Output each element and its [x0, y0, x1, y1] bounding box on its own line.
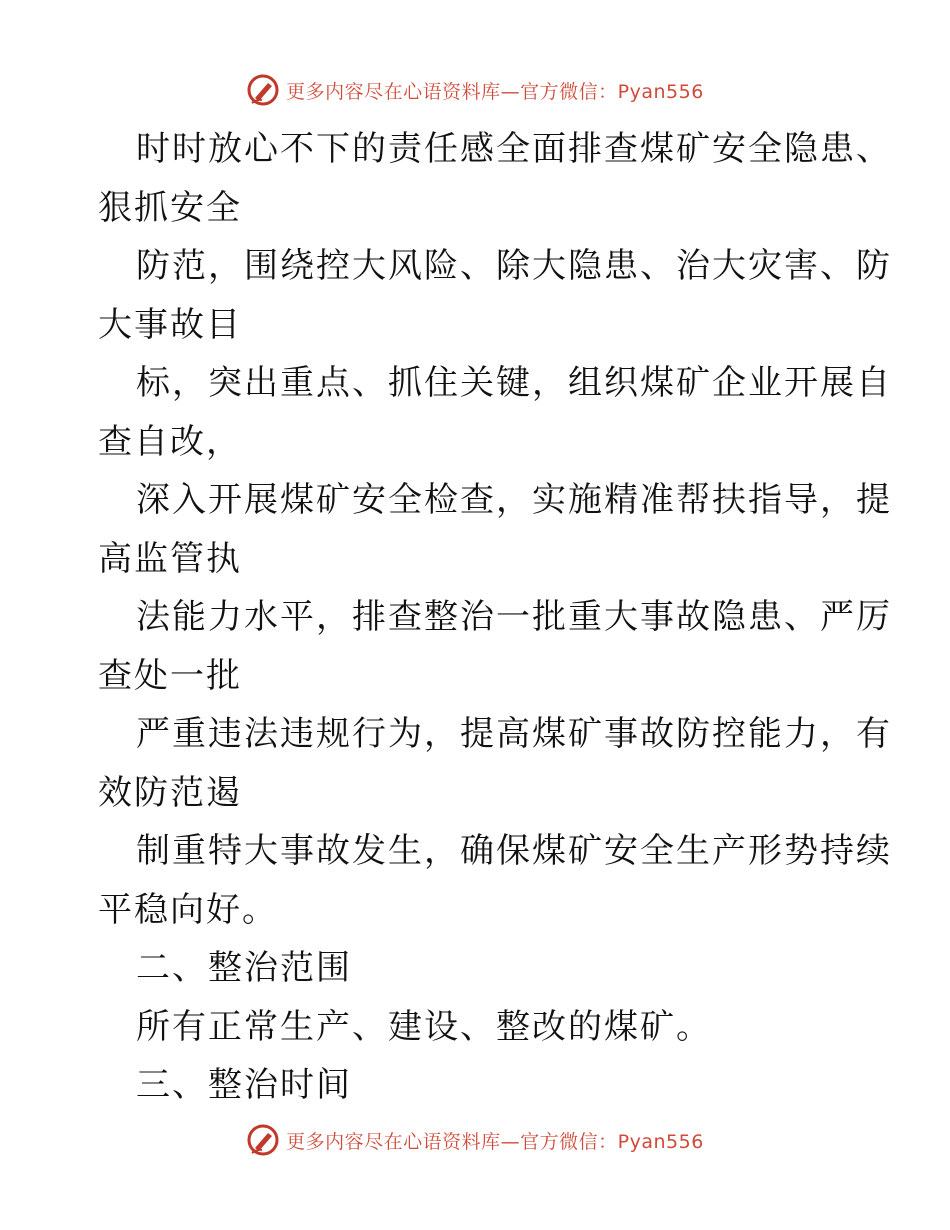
- paragraph-line: 所有正常生产、建设、整改的煤矿。: [136, 1006, 712, 1047]
- paragraph-line: 狠抓安全: [98, 187, 242, 228]
- pen-logo-icon: [246, 73, 280, 107]
- paragraph-line: 时时放心不下的责任感全面排查煤矿安全隐患、: [136, 129, 892, 169]
- paragraph-line: 制重特大事故发生，确保煤矿安全生产形势持续: [136, 831, 892, 871]
- footer-watermark-banner: [0, 1120, 950, 1160]
- paragraph-line: 大事故目: [98, 304, 242, 345]
- paragraph-line: 防范，围绕控大风险、除大隐患、治大灾害、防: [136, 246, 892, 286]
- paragraph-line: 标，突出重点、抓住关键，组织煤矿企业开展自: [136, 363, 892, 403]
- paragraph-line: 严重违法违规行为，提高煤矿事故防控能力，有: [136, 714, 892, 754]
- paragraph-line: 深入开展煤矿安全检查，实施精准帮扶指导，提: [136, 480, 892, 520]
- section-heading: 三、整治时间: [136, 1065, 352, 1105]
- footer-banner-text: 更多内容尽在心语资料库—官方微信：Pyan556: [286, 1130, 704, 1153]
- header-banner-text: 更多内容尽在心语资料库—官方微信：Pyan556: [286, 80, 704, 103]
- paragraph-line: 法能力水平，排查整治一批重大事故隐患、严厉: [136, 597, 892, 637]
- paragraph-line: 平稳向好。: [98, 889, 278, 930]
- section-heading: 二、整治范围: [136, 948, 352, 988]
- paragraph-line: 高监管执: [98, 538, 242, 579]
- paragraph-line: 效防范遏: [98, 772, 242, 813]
- paragraph-line: 查自改，: [98, 421, 242, 462]
- document-body: [98, 120, 892, 1115]
- paragraph-line: 查处一批: [98, 655, 242, 696]
- pen-logo-icon: [246, 1123, 280, 1157]
- header-watermark-banner: [0, 70, 950, 110]
